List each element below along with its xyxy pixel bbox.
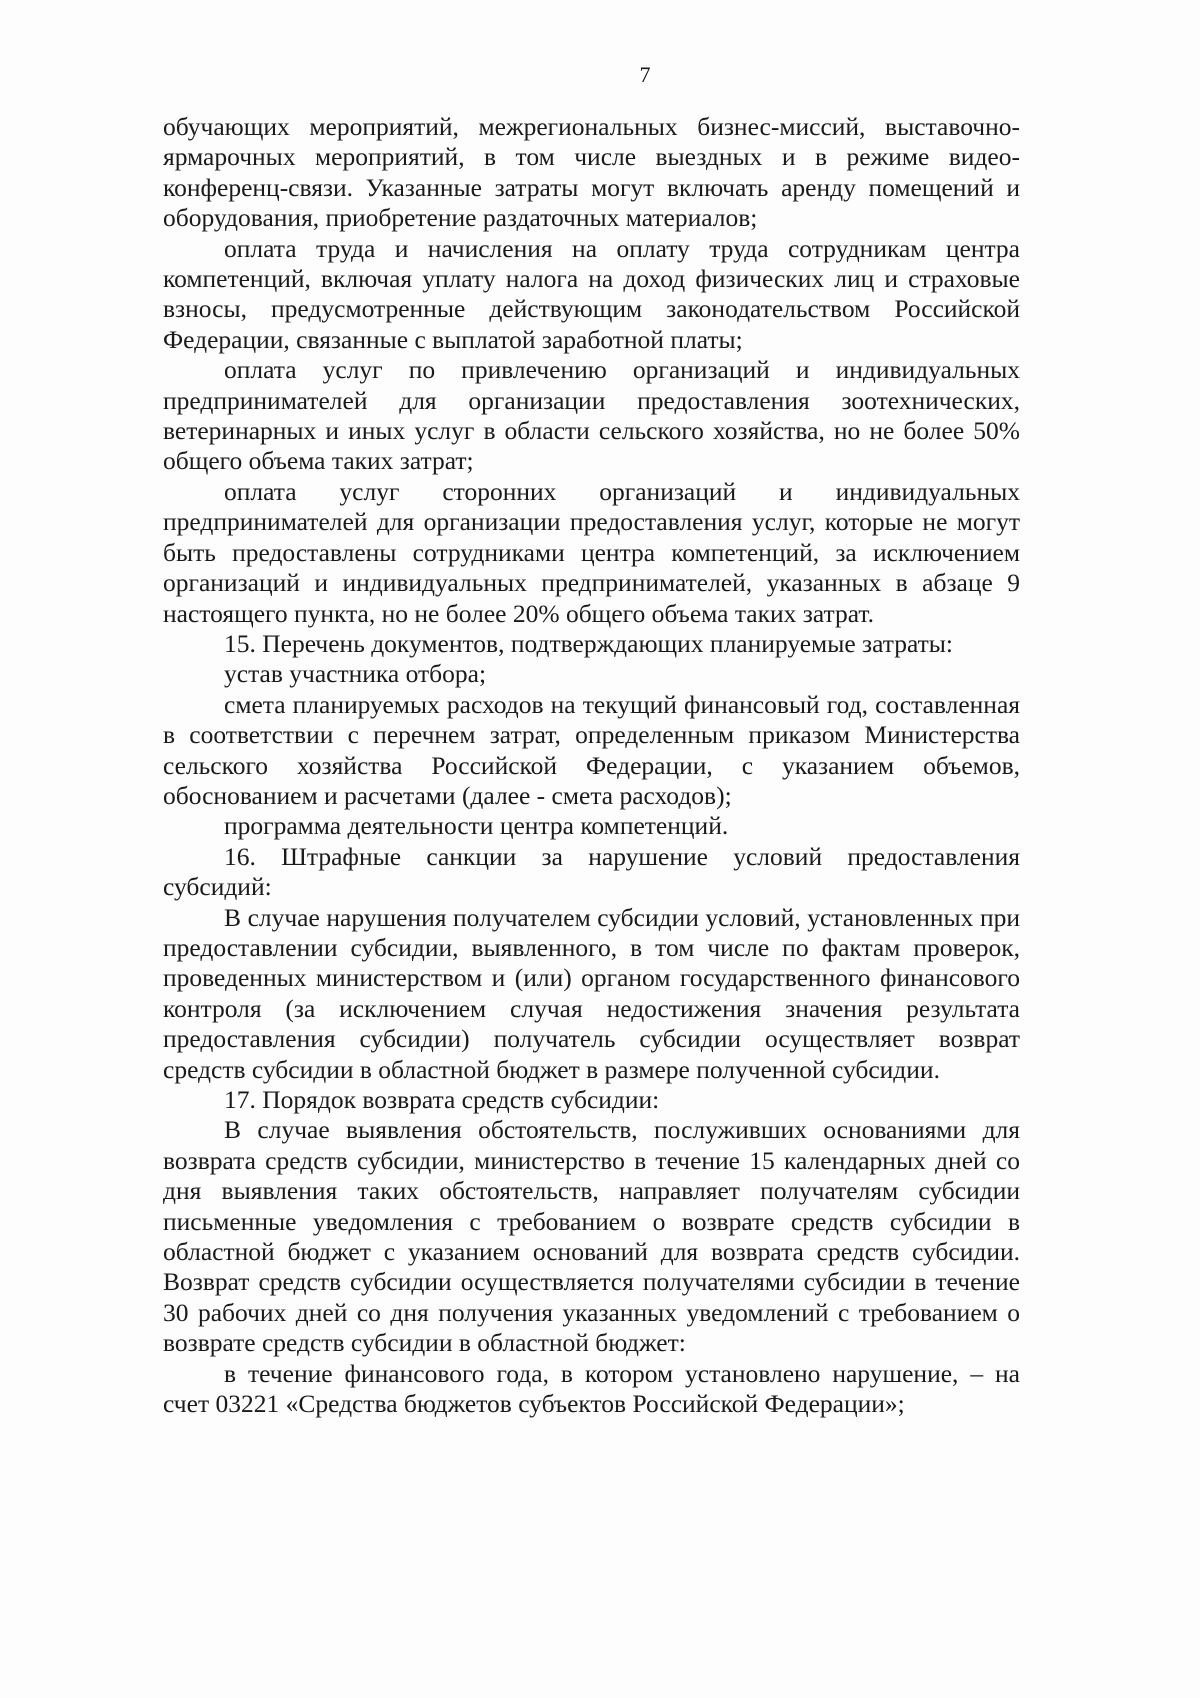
paragraph-11: 17. Порядок возврата средств субсидии: [224,1085,660,1114]
paragraph-7: смета планируемых расходов на текущий финансовый год, составленная в соответствии с перечнем затрат, определенным приказом Министерства сельского хозяйства Российской Федерации, с указанием объемов, обоснованием и расчетами (далее - смета расходов); [163,689,1020,810]
paragraph-5: 15. Перечень документов, подтверждающих планируемые затраты: [224,628,953,658]
paragraph-6: устав участника отбора; [224,659,487,689]
paragraph-2: оплата труда и начисления на оплату труда сотрудникам центра компетенций, включая уплату налога на доход физических лиц и страховые взносы, предусмотренные действующим законодательством Российской Федерации, связанные с выплатой заработной платы; [163,233,1020,354]
paragraph-4: оплата услуг сторонних организаций и индивидуальных предпринимателей для организации предоставления услуг, которые не могут быть предоставлены сотрудниками центра компетенций, за исключением организаций и индивидуальных предпринимателей, указанных в абзаце 9 настоящего пункта, но не более 20% общего объема таких затрат. [163,476,1020,628]
document-body [163,112,1020,1419]
paragraph-10: В случае нарушения получателем субсидии условий, установленных при предоставлении субсидии, выявленного, в том числе по фактам проверок, проведенных министерством и (или) органом государственного финансового контроля (за исключением случая недостижения значения результата предоставления субсидии) получатель субсидии осуществляет возврат средств субсидии в областной бюджет в размере полученной субсидии. [163,902,1020,1084]
page-number: 7 [639,62,651,87]
paragraph-12: В случае выявления обстоятельств, послуживших основаниями для возврата средств субсидии, министерство в течение 15 календарных дней со дня выявления таких обстоятельств, направляет получателям субсидии письменные уведомления с требованием о возврате средств субсидии в областной бюджет с указанием оснований для возврата средств субсидии. Возврат средств субсидии осуществляется получателями субсидии в течение 30 рабочих дней со дня получения указанных уведомлений с требованием о возврате средств субсидии в областной бюджет: [163,1115,1020,1358]
paragraph-8: программа деятельности центра компетенций. [224,811,729,841]
paragraph-9: 16. Штрафные санкции за нарушение условий предоставления субсидий: [163,841,1020,902]
paragraph-13: в течение финансового года, в котором установлено нарушение, – на счет 03221 «Средства бюджетов субъектов Российской Федерации»; [163,1358,1020,1419]
paragraph-3: оплата услуг по привлечению организаций и индивидуальных предпринимателей для организации предоставления зоотехнических, ветеринарных и иных услуг в области сельского хозяйства, но не более 50% общего объема таких затрат; [163,355,1020,476]
paragraph-1: обучающих мероприятий, межрегиональных бизнес-миссий, выставочно-ярмарочных мероприятий, в том числе выездных и в режиме видео-конференц-связи. Указанные затраты могут включать аренду помещений и оборудования, приобретение раздаточных материалов; [163,112,1020,233]
